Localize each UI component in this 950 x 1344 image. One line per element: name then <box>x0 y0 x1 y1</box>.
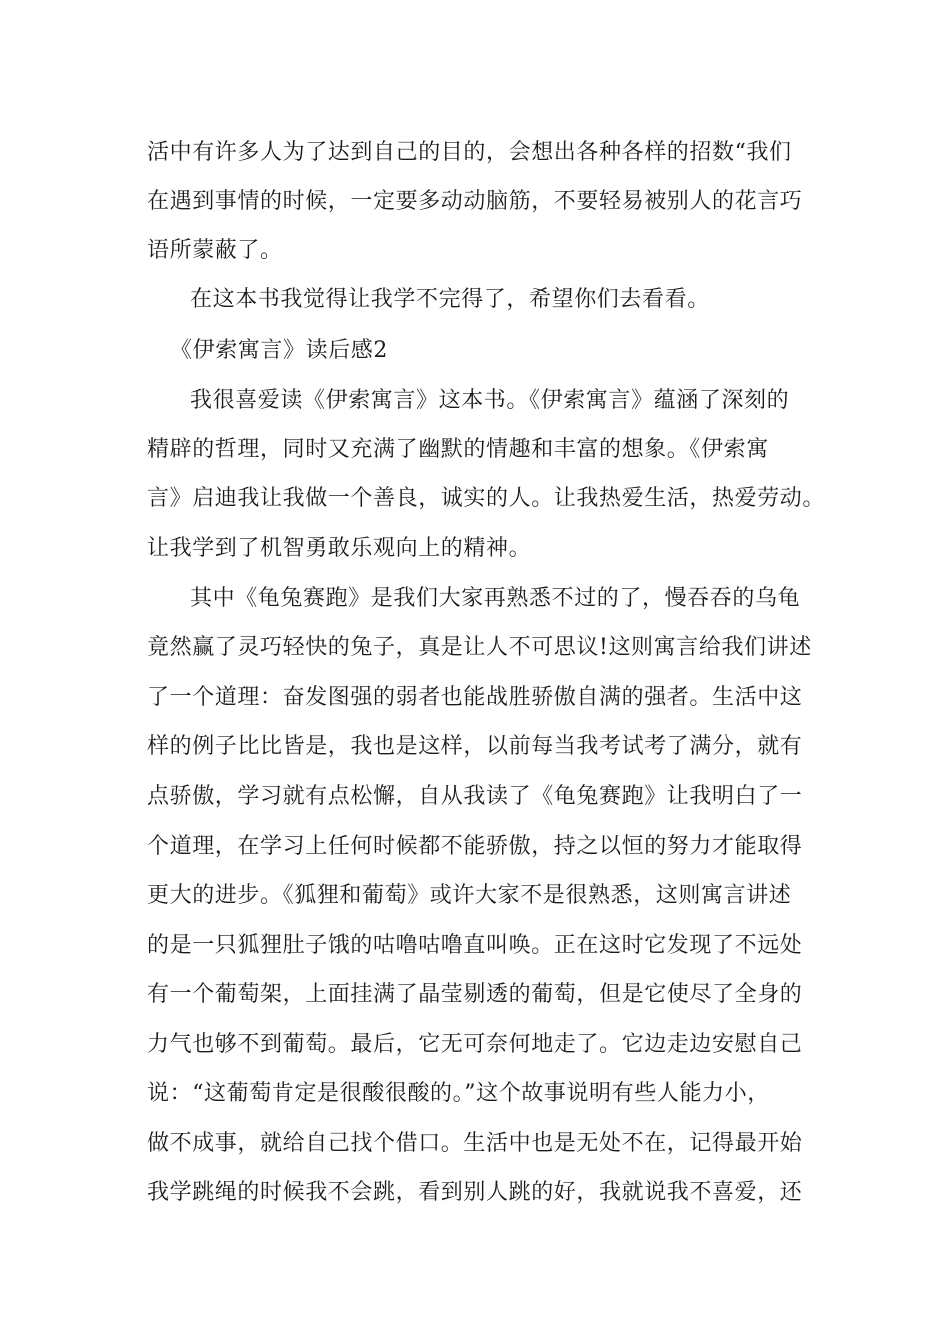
text-line: 言》启迪我让我做一个善良，诚实的人。让我热爱生活，热爱劳动。 <box>147 486 826 511</box>
paragraph-start-line: 其中《龟兔赛跑》是我们大家再熟悉不过的了，慢吞吞的乌龟 <box>190 586 801 611</box>
text-line: 让我学到了机智勇敢乐观向上的精神。 <box>147 536 532 561</box>
section-heading: 《伊索寓言》读后感2 <box>170 338 388 363</box>
text-line: 精辟的哲理，同时又充满了幽默的情趣和丰富的想象。《伊索寓 <box>147 437 769 462</box>
text-line: 点骄傲，学习就有点松懈，自从我读了《龟兔赛跑》让我明白了一 <box>147 784 803 809</box>
text-line: 的是一只狐狸肚子饿的咕噜咕噜直叫唤。正在这时它发现了不远处 <box>147 933 803 958</box>
text-line: 在遇到事情的时候，一定要多动动脑筋，不要轻易被别人的花言巧 <box>147 189 803 214</box>
text-line: 样的例子比比皆是，我也是这样，以前每当我考试考了满分，就有 <box>147 734 803 759</box>
paragraph-start-line: 我很喜爱读《伊索寓言》这本书。《伊索寓言》蕴涵了深刻的 <box>190 388 790 413</box>
text-line: 语所蒙蔽了。 <box>147 238 283 263</box>
text-line: 了一个道理：奋发图强的弱者也能战胜骄傲自满的强者。生活中这 <box>147 685 803 710</box>
text-line: 我学跳绳的时候我不会跳，看到别人跳的好，我就说我不喜爱，还 <box>147 1180 803 1205</box>
text-line: 做不成事，就给自己找个借口。生活中也是无处不在，记得最开始 <box>147 1131 803 1156</box>
text-line: 个道理，在学习上任何时候都不能骄傲，持之以恒的努力才能取得 <box>147 834 803 859</box>
text-line: 竟然赢了灵巧轻快的兔子，真是让人不可思议!这则寓言给我们讲述 <box>147 635 812 660</box>
text-line: 说：“这葡萄肯定是很酸很酸的。”这个故事说明有些人能力小， <box>147 1081 770 1106</box>
text-line: 更大的进步。《狐狸和葡萄》或许大家不是很熟悉，这则寓言讲述 <box>147 883 792 908</box>
paragraph-start-line: 在这本书我觉得让我学不完得了，希望你们去看看。 <box>190 287 710 312</box>
text-line: 活中有许多人为了达到自己的目的，会想出各种各样的招数“我们 <box>147 140 792 165</box>
text-line: 力气也够不到葡萄。最后，它无可奈何地走了。它边走边安慰自己 <box>147 1032 803 1057</box>
text-line: 有一个葡萄架，上面挂满了晶莹剔透的葡萄，但是它使尽了全身的 <box>147 982 803 1007</box>
